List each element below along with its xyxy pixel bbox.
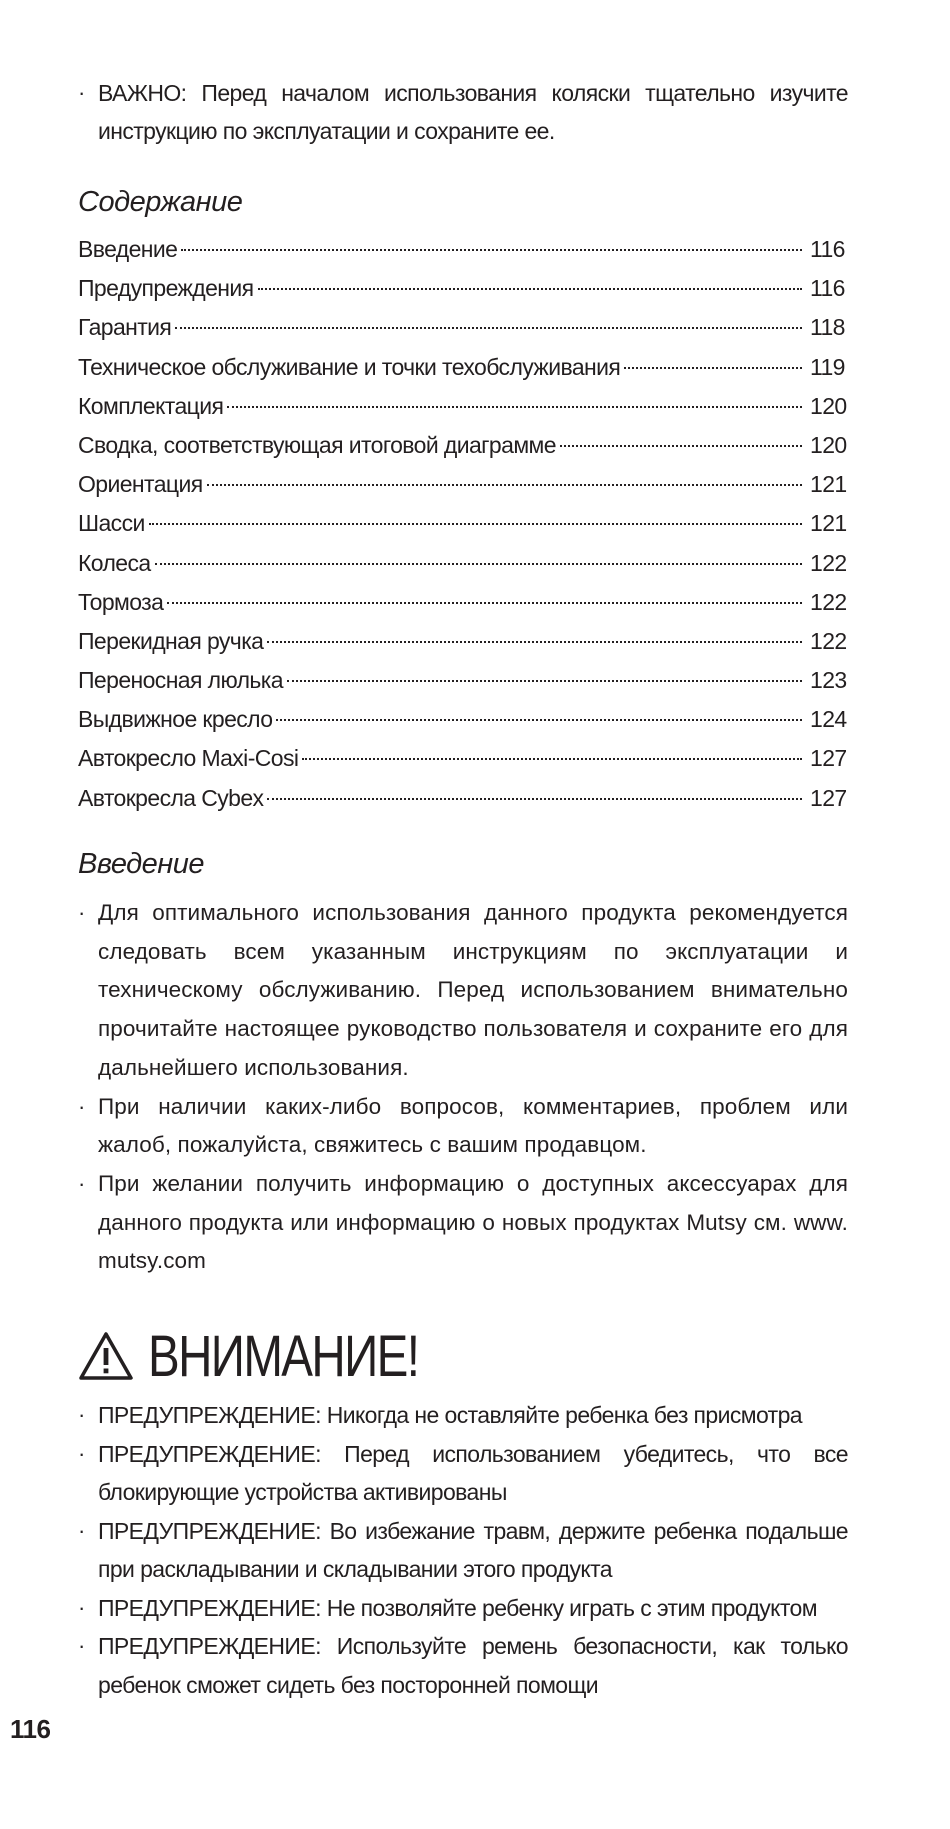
list-item — [78, 1165, 848, 1281]
toc-entry-page: 124 — [810, 706, 847, 733]
intro-list — [78, 894, 848, 1281]
toc-entry-page: 120 — [810, 431, 847, 458]
toc-dot-leader — [207, 484, 802, 486]
list-item-text: ПРЕДУПРЕЖДЕНИЕ: Используйте ремень безопасности, как только ребенок сможет сидеть без посторонней помощи — [98, 1633, 848, 1698]
bullet-dot: · — [78, 900, 86, 925]
toc-entry-page: 118 — [810, 314, 845, 341]
toc-entry — [78, 544, 848, 583]
table-of-contents — [78, 230, 848, 818]
toc-dot-leader — [287, 680, 802, 682]
toc-entry-page: 116 — [810, 236, 845, 262]
toc-entry-page: 121 — [810, 471, 847, 498]
toc-dot-leader — [175, 327, 802, 329]
toc-entry-page: 121 — [810, 510, 847, 537]
toc-entry — [78, 465, 848, 504]
toc-entry — [78, 622, 848, 661]
toc-entry — [78, 504, 848, 543]
list-item — [78, 894, 848, 1088]
toc-entry-title: Введение — [78, 236, 178, 262]
list-item-text: ПРЕДУПРЕЖДЕНИЕ: Никогда не оставляйте ребенка без присмотра — [98, 1402, 802, 1428]
toc-dot-leader — [167, 602, 802, 604]
toc-entry — [78, 348, 848, 387]
list-item — [78, 1589, 848, 1628]
toc-entry-title: Предупреждения — [78, 275, 254, 302]
toc-entry-page: 127 — [810, 745, 847, 772]
list-item-text: Для оптимального использования данного продукта рекомендуется следовать всем указанным инструкциям по эксплуатации и техническому обслуживанию. Перед использованием внимательно прочитайте настоящее руководство пользователя и сохраните его для дальнейшего использования. — [98, 900, 848, 1080]
toc-dot-leader — [624, 367, 802, 369]
toc-dot-leader — [149, 523, 802, 525]
toc-entry-title: Автокресло Maxi-Cosi — [78, 745, 299, 772]
toc-dot-leader — [181, 249, 802, 251]
toc-entry-page: 127 — [810, 784, 847, 811]
toc-entry-page: 122 — [810, 588, 847, 615]
toc-entry-title: Перекидная ручка — [78, 627, 264, 654]
toc-entry — [78, 269, 848, 308]
toc-heading: Содержание — [78, 186, 243, 218]
toc-entry-title: Техническое обслуживание и точки техобслуживания — [78, 353, 621, 380]
list-item — [78, 1627, 848, 1704]
list-item-text: ПРЕДУПРЕЖДЕНИЕ: Во избежание травм, держите ребенка подальше при раскладывании и складывании этого продукта — [98, 1517, 848, 1582]
toc-entry-title: Автокресла Cybex — [78, 784, 264, 811]
list-item — [78, 1088, 848, 1165]
toc-entry — [78, 426, 848, 465]
toc-entry-page: 120 — [810, 392, 847, 419]
toc-entry — [78, 739, 848, 778]
toc-dot-leader — [276, 719, 802, 721]
toc-entry-page: 122 — [810, 627, 847, 654]
toc-dot-leader — [267, 798, 802, 800]
bullet-dot: · — [78, 1633, 86, 1658]
intro-heading: Введение — [78, 848, 205, 880]
list-item-text: ПРЕДУПРЕЖДЕНИЕ: Перед использованием убедитесь, что все блокирующие устройства активированы — [98, 1440, 848, 1505]
list-item-text: ПРЕДУПРЕЖДЕНИЕ: Не позволяйте ребенку играть с этим продуктом — [98, 1594, 817, 1621]
bullet-dot: · — [78, 1594, 86, 1620]
toc-entry-page: 123 — [810, 667, 847, 694]
bullet-dot: · — [78, 1093, 86, 1119]
important-note — [78, 74, 848, 150]
toc-entry-title: Шасси — [78, 510, 145, 537]
list-item-text: При желании получить информацию о доступных аксессуарах для данного продукта или информацию о новых продуктах Mutsy см. www. mutsy.com — [98, 1170, 848, 1274]
toc-entry-title: Переносная люлька — [78, 667, 283, 694]
toc-entry-title: Ориентация — [78, 471, 203, 498]
toc-entry — [78, 308, 848, 347]
list-item — [78, 1435, 848, 1512]
toc-dot-leader — [155, 563, 802, 565]
bullet-dot: · — [78, 1440, 86, 1466]
important-note-text: ВАЖНО: Перед началом использования коляски тщательно изучите инструкцию по эксплуатации и сохраните ее. — [98, 80, 848, 144]
toc-dot-leader — [227, 406, 802, 408]
toc-entry — [78, 583, 848, 622]
page-number: 116 — [10, 1714, 51, 1744]
toc-entry-title: Выдвижное кресло — [78, 706, 273, 733]
toc-dot-leader — [302, 758, 802, 760]
warning-triangle-icon — [78, 1331, 134, 1381]
list-item-text: При наличии каких-либо вопросов, комментариев, проблем или жалоб, пожалуйста, свяжитесь с вашим продавцом. — [98, 1093, 848, 1158]
toc-entry-title: Сводка, соответствующая итоговой диаграмме — [78, 431, 556, 458]
list-item — [78, 1512, 848, 1589]
toc-entry — [78, 387, 848, 426]
toc-entry-page: 116 — [810, 275, 845, 302]
bullet-dot: · — [78, 1517, 86, 1543]
toc-dot-leader — [560, 445, 802, 447]
warning-list — [78, 1396, 848, 1704]
toc-entry — [78, 230, 848, 269]
toc-entry — [78, 700, 848, 739]
toc-dot-leader — [267, 641, 802, 643]
warning-heading — [78, 1320, 478, 1392]
toc-entry-title: Тормоза — [78, 588, 164, 615]
toc-dot-leader — [258, 288, 802, 290]
toc-entry-title: Колеса — [78, 549, 151, 576]
list-item — [78, 1396, 848, 1435]
toc-entry-page: 119 — [810, 353, 845, 380]
warning-heading-label: ВНИМАНИЕ! — [148, 1323, 419, 1389]
toc-entry-page: 122 — [810, 549, 847, 576]
bullet-dot: · — [78, 1402, 86, 1427]
toc-entry-title: Комплектация — [78, 392, 224, 419]
toc-entry-title: Гарантия — [78, 314, 172, 341]
toc-entry — [78, 661, 848, 700]
bullet-dot: · — [78, 80, 86, 105]
toc-entry — [78, 779, 848, 818]
bullet-dot: · — [78, 1170, 86, 1196]
